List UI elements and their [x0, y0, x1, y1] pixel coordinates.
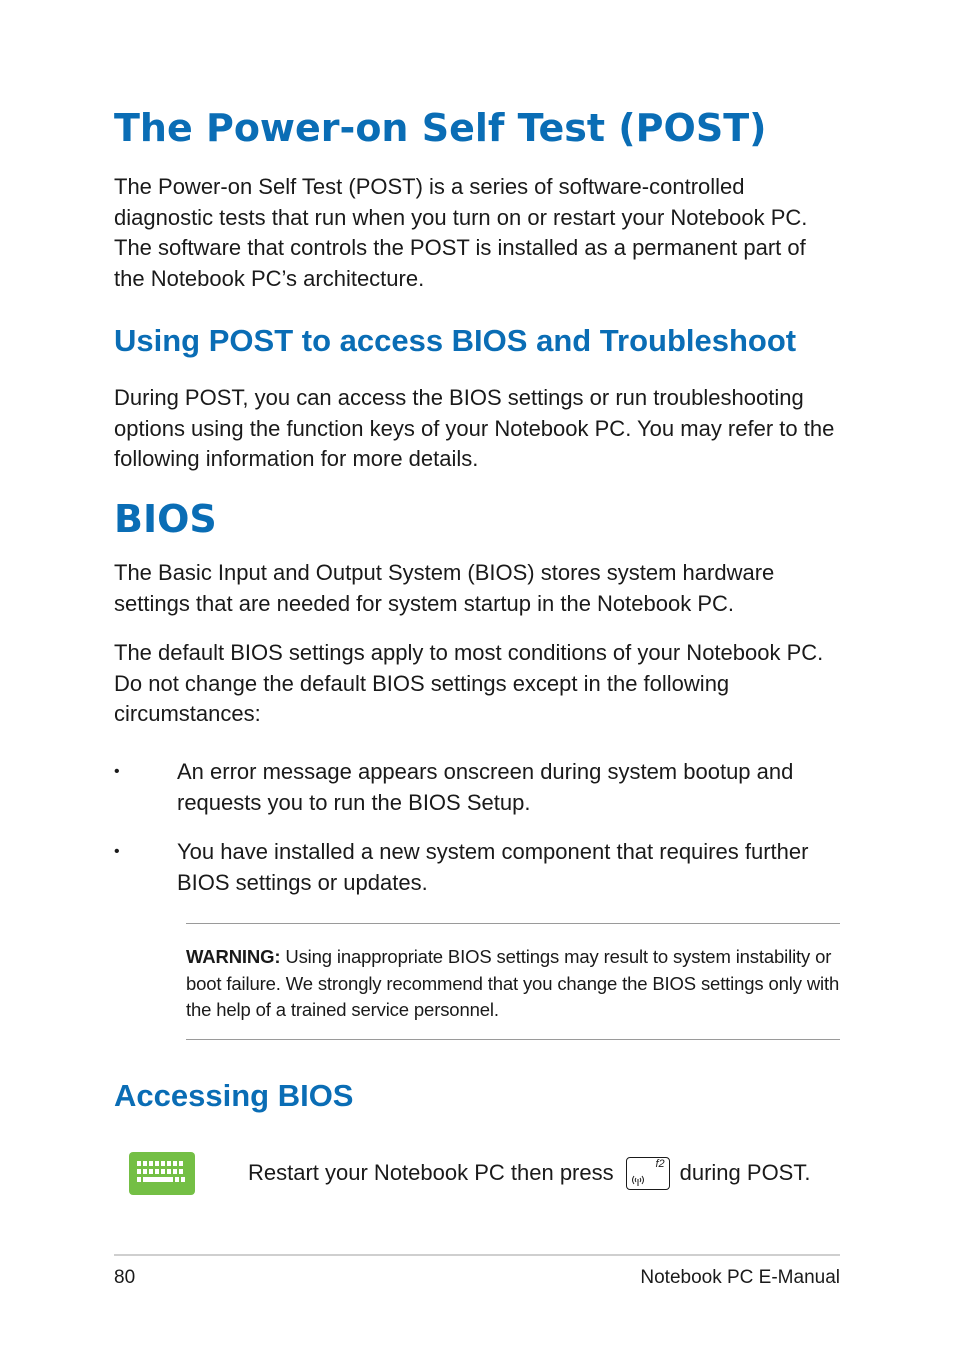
warning-bottom-rule [186, 1039, 840, 1040]
instruction-after: during POST. [679, 1160, 811, 1185]
bullet-text: You have installed a new system component that requires further BIOS settings or updates. [177, 839, 809, 895]
post-bios-subtitle: Using POST to access BIOS and Troubleshoot [114, 323, 797, 358]
f2-key-label: f2 [655, 1157, 665, 1170]
keyboard-icon [129, 1152, 195, 1195]
bios-description: The Basic Input and Output System (BIOS) stores system hardware settings that are needed for system startup in the Notebook PC. [114, 560, 775, 616]
f2-key-icon [626, 1157, 670, 1190]
warning-text: Using inappropriate BIOS settings may result to system instability or boot failure. We strongly recommend that you change the BIOS settings only with the help of a trained service personnel. [186, 946, 840, 1021]
bullet-text: An error message appears onscreen during system bootup and requests you to run the BIOS Setup. [177, 759, 794, 815]
footer-rule [114, 1254, 840, 1256]
bios-default-settings: The default BIOS settings apply to most conditions of your Notebook PC. Do not change the default BIOS settings except in the following circumstances: [114, 640, 824, 727]
bios-title: BIOS [114, 497, 217, 541]
bullet-marker: • [114, 763, 120, 780]
warning-box [186, 944, 840, 1024]
accessing-bios-title: Accessing BIOS [114, 1078, 354, 1113]
post-bios-description: During POST, you can access the BIOS settings or run troubleshooting options using the function keys of your Notebook PC. You may refer to the following information for more details. [114, 385, 835, 472]
accessing-bios-instruction [248, 1155, 810, 1191]
warning-top-rule [186, 923, 840, 924]
wireless-icon [631, 1174, 645, 1186]
page-number: 80 [114, 1267, 136, 1288]
manual-title: Notebook PC E-Manual [640, 1267, 840, 1288]
post-description: The Power-on Self Test (POST) is a series of software-controlled diagnostic tests that run when you turn on or restart your Notebook PC. The software that controls the POST is installed as a permanent part of the Notebook PC’s architecture. [114, 174, 808, 291]
warning-label: WARNING: [186, 946, 281, 967]
instruction-before: Restart your Notebook PC then press [248, 1160, 614, 1185]
manual-page [114, 0, 840, 1345]
bullet-marker: • [114, 843, 120, 860]
post-title: The Power-on Self Test (POST) [114, 106, 767, 150]
